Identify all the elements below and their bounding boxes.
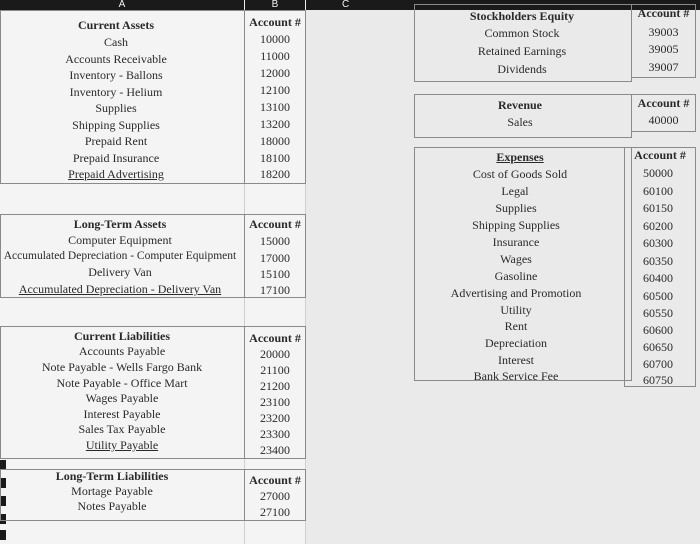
account-number[interactable]: 10000 [260, 32, 290, 46]
account-name[interactable]: Inventory - Helium [69, 85, 163, 99]
account-number[interactable]: 23200 [260, 411, 290, 425]
account-number[interactable]: 60100 [643, 184, 673, 198]
account-number[interactable]: 60750 [643, 373, 673, 387]
account-name[interactable]: Cost of Goods Sold [472, 167, 568, 181]
column-header-a[interactable]: A [0, 0, 244, 10]
account-name[interactable]: Sales [507, 115, 533, 129]
account-name[interactable]: Prepaid Insurance [72, 151, 160, 165]
account-number[interactable]: 23400 [260, 443, 290, 457]
column-header-c[interactable]: C [306, 0, 416, 10]
account-name[interactable]: Accounts Receivable [65, 52, 167, 66]
long-term-liabilities-account-header[interactable]: Account # [249, 473, 301, 487]
account-name[interactable]: Legal [501, 184, 529, 198]
account-number[interactable]: 17100 [260, 283, 290, 297]
long-term-assets-account-header[interactable]: Account # [249, 217, 301, 231]
account-number[interactable]: 23100 [260, 395, 290, 409]
account-number[interactable]: 60350 [643, 254, 673, 268]
account-name[interactable]: Insurance [492, 235, 540, 249]
account-number[interactable]: 40000 [648, 113, 679, 127]
account-number[interactable]: 60300 [643, 236, 673, 250]
expenses-heading[interactable]: Expenses [496, 150, 544, 164]
account-name[interactable]: Shipping Supplies [472, 218, 560, 232]
account-number[interactable]: 60600 [643, 323, 673, 337]
account-name[interactable]: Rent [504, 319, 528, 333]
account-number[interactable]: 23300 [260, 427, 290, 441]
account-name[interactable]: Note Payable - Wells Fargo Bank [41, 360, 203, 374]
account-number[interactable]: 11000 [260, 49, 290, 63]
account-name[interactable]: Cash [104, 35, 128, 49]
account-name[interactable]: Inventory - Ballons [69, 68, 163, 82]
row-marker [0, 530, 6, 540]
account-number[interactable]: 18200 [260, 167, 290, 181]
account-name[interactable]: Accounts Payable [78, 344, 166, 358]
account-number[interactable]: 60550 [643, 306, 673, 320]
account-name[interactable]: Supplies [495, 201, 537, 215]
account-name[interactable]: Prepaid Advertising [68, 167, 164, 181]
column-header-b[interactable]: B [245, 0, 305, 10]
account-name[interactable]: Depreciation [485, 336, 547, 350]
account-name[interactable]: Computer Equipment [68, 233, 172, 247]
account-number[interactable]: 21200 [260, 379, 290, 393]
long-term-liabilities-heading[interactable]: Long-Term Liabilities [55, 469, 169, 483]
account-number[interactable]: 15100 [260, 267, 290, 281]
account-name[interactable]: Common Stock [484, 26, 560, 40]
revenue-account-header[interactable]: Account # [637, 96, 690, 110]
account-name[interactable]: Mortage Payable [71, 484, 153, 498]
account-name[interactable]: Wages Payable [85, 391, 159, 405]
current-liabilities-heading[interactable]: Current Liabilities [73, 329, 171, 343]
account-number[interactable]: 60200 [643, 219, 673, 233]
account-name[interactable]: Shipping Supplies [72, 118, 160, 132]
account-name[interactable]: Supplies [95, 101, 137, 115]
current-assets-heading[interactable]: Current Assets [77, 18, 155, 32]
account-number[interactable]: 12100 [260, 83, 290, 97]
account-number[interactable]: 60500 [643, 289, 673, 303]
account-number[interactable]: 12000 [260, 66, 290, 80]
account-name[interactable]: Advertising and Promotion [450, 286, 582, 300]
account-name[interactable]: Utility Payable [85, 438, 159, 452]
account-name[interactable]: Dividends [497, 62, 547, 76]
account-name[interactable]: Accumulated Depreciation - Computer Equipment [3, 250, 237, 262]
account-name[interactable]: Interest [498, 353, 534, 367]
account-name[interactable]: Prepaid Rent [84, 134, 148, 148]
account-number[interactable]: 60400 [643, 271, 673, 285]
account-name[interactable]: Utility [500, 303, 532, 317]
account-number[interactable]: 18000 [260, 134, 290, 148]
account-name[interactable]: Sales Tax Payable [78, 422, 166, 436]
account-number[interactable]: 27000 [260, 489, 290, 503]
revenue-heading[interactable]: Revenue [498, 98, 542, 112]
account-name[interactable]: Retained Earnings [477, 44, 567, 58]
account-number[interactable]: 21100 [260, 363, 290, 377]
account-number[interactable]: 60650 [643, 340, 673, 354]
account-number[interactable]: 39007 [648, 60, 679, 74]
current-liabilities-account-header[interactable]: Account # [249, 331, 301, 345]
account-name[interactable]: Gasoline [494, 269, 538, 283]
long-term-assets-heading[interactable]: Long-Term Assets [73, 217, 167, 231]
current-assets-account-header[interactable]: Account # [249, 15, 301, 29]
account-number[interactable]: 39003 [648, 25, 679, 39]
account-number[interactable]: 27100 [260, 505, 290, 519]
account-name[interactable]: Accumulated Depreciation - Delivery Van [18, 282, 222, 296]
account-name[interactable]: Wages [500, 252, 532, 266]
account-name[interactable]: Bank Service Fee [473, 369, 559, 383]
account-name[interactable]: Delivery Van [88, 265, 152, 279]
equity-account-header[interactable]: Account # [637, 6, 690, 20]
equity-heading[interactable]: Stockholders Equity [469, 9, 575, 23]
account-number[interactable]: 18100 [260, 151, 290, 165]
account-number[interactable]: 17000 [260, 251, 290, 265]
account-number[interactable]: 15000 [260, 234, 290, 248]
account-name[interactable]: Notes Payable [77, 499, 147, 513]
account-number[interactable]: 39005 [648, 42, 679, 56]
expenses-account-header[interactable]: Account # [634, 148, 686, 162]
account-number[interactable]: 50000 [643, 166, 673, 180]
account-number[interactable]: 13100 [260, 100, 290, 114]
account-name[interactable]: Interest Payable [83, 407, 161, 421]
account-number[interactable]: 60150 [643, 201, 673, 215]
account-name[interactable]: Note Payable - Office Mart [56, 376, 188, 390]
account-number[interactable]: 13200 [260, 117, 290, 131]
account-number[interactable]: 20000 [260, 347, 290, 361]
account-number[interactable]: 60700 [643, 357, 673, 371]
